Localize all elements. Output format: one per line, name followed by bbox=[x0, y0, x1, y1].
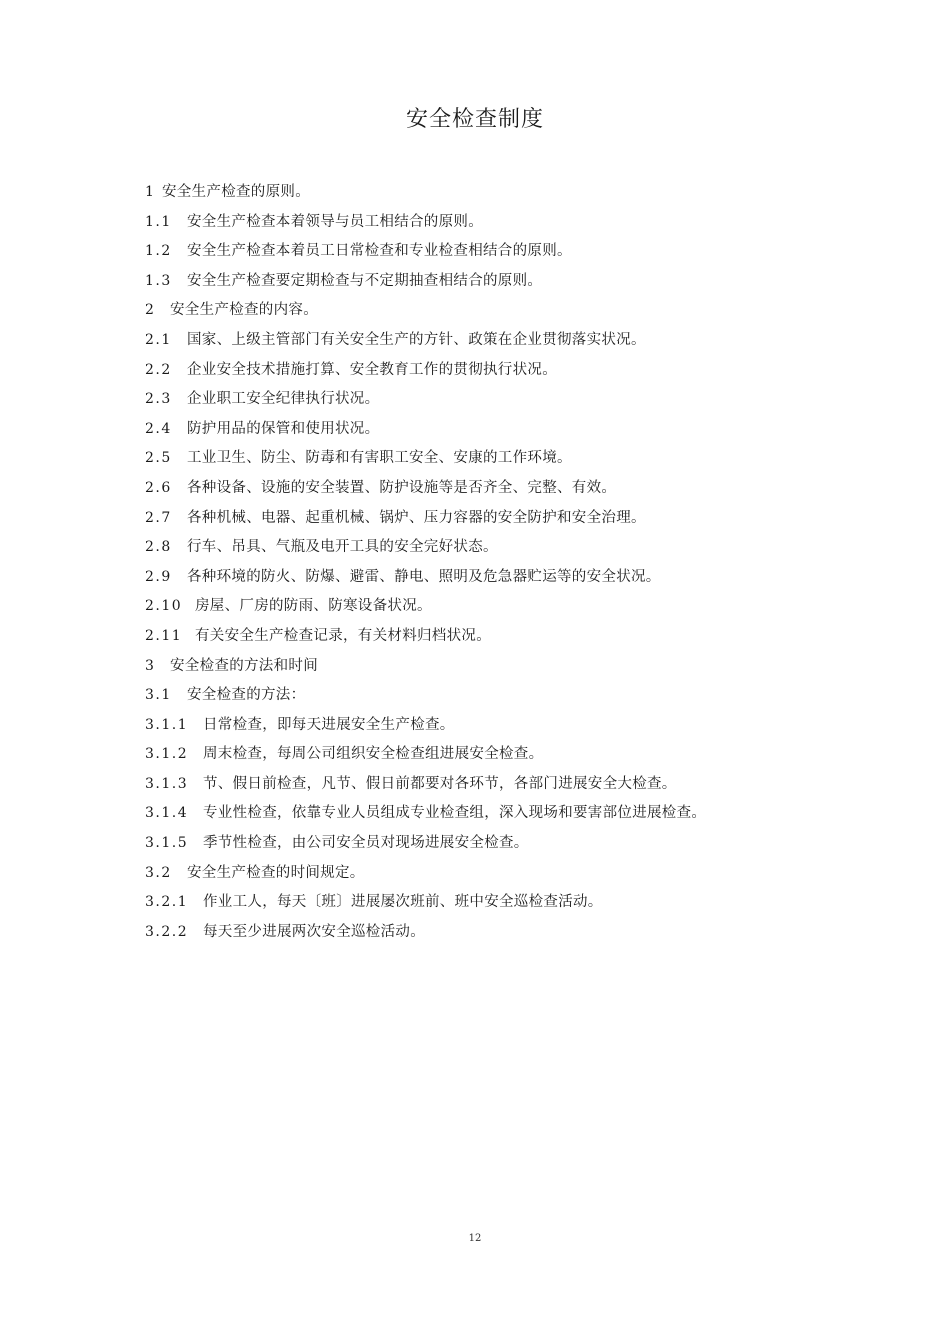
item-text: 国家、上级主管部门有关安全生产的方针、政策在企业贯彻落实状况。 bbox=[187, 331, 646, 348]
list-item bbox=[145, 563, 825, 593]
item-text: 周末检查，每周公司组织安全检查组进展安全检查。 bbox=[203, 746, 544, 763]
item-text: 各种设备、设施的安全装置、防护设施等是否齐全、完整、有效。 bbox=[187, 479, 617, 496]
list-item bbox=[145, 208, 825, 238]
item-number: 3.1.4 bbox=[145, 805, 189, 822]
item-number: 2.8 bbox=[145, 539, 172, 556]
item-text: 节、假日前检查，凡节、假日前都要对各环节，各部门进展安全大检查。 bbox=[203, 775, 677, 792]
item-text: 安全检查的方法： bbox=[187, 687, 306, 704]
section-heading bbox=[145, 178, 825, 208]
list-item bbox=[145, 356, 825, 386]
item-number: 3.2.1 bbox=[145, 894, 189, 911]
list-item bbox=[145, 415, 825, 445]
list-item bbox=[145, 918, 825, 948]
document-body bbox=[145, 178, 825, 947]
item-number: 3.2.2 bbox=[145, 923, 189, 940]
item-number: 2 bbox=[145, 302, 156, 319]
item-text: 安全检查的方法和时间 bbox=[170, 657, 318, 674]
list-item bbox=[145, 799, 825, 829]
item-number: 2.4 bbox=[145, 420, 172, 437]
item-number: 2.7 bbox=[145, 509, 172, 526]
item-number: 3.1.1 bbox=[145, 716, 189, 733]
item-number: 3.1.2 bbox=[145, 746, 189, 763]
list-item bbox=[145, 267, 825, 297]
list-item bbox=[145, 622, 825, 652]
list-item bbox=[145, 888, 825, 918]
item-text: 各种环境的防火、防爆、避雷、静电、照明及危急器贮运等的安全状况。 bbox=[187, 568, 661, 585]
item-text: 房屋、厂房的防雨、防寒设备状况。 bbox=[195, 598, 432, 615]
item-number: 3 bbox=[145, 657, 156, 674]
item-number: 2.10 bbox=[145, 598, 183, 615]
document-title: 安全检查制度 bbox=[405, 107, 544, 132]
item-text: 安全生产检查要定期检查与不定期抽查相结合的原则。 bbox=[187, 272, 543, 289]
list-item bbox=[145, 740, 825, 770]
list-item bbox=[145, 681, 825, 711]
item-text: 行车、吊具、气瓶及电开工具的安全完好状态。 bbox=[187, 539, 498, 556]
item-number: 2.9 bbox=[145, 568, 172, 585]
item-number: 2.2 bbox=[145, 361, 172, 378]
page-number: 12 bbox=[468, 1233, 482, 1244]
list-item bbox=[145, 533, 825, 563]
item-text: 安全生产检查的时间规定。 bbox=[187, 864, 365, 881]
item-number: 1.2 bbox=[145, 243, 172, 260]
item-text: 作业工人，每天〔班〕进展屡次班前、班中安全巡检查活动。 bbox=[203, 894, 603, 911]
item-text: 安全生产检查本着员工日常检查和专业检查相结合的原则。 bbox=[187, 243, 572, 260]
item-number: 3.1.3 bbox=[145, 775, 189, 792]
item-text: 安全生产检查的内容。 bbox=[170, 302, 318, 319]
item-number: 2.1 bbox=[145, 331, 172, 348]
item-text: 季节性检查，由公司安全员对现场进展安全检查。 bbox=[203, 835, 529, 852]
item-number: 1.3 bbox=[145, 272, 172, 289]
item-text: 专业性检查，依靠专业人员组成专业检查组，深入现场和要害部位进展检查。 bbox=[203, 805, 707, 822]
item-text: 日常检查，即每天进展安全生产检查。 bbox=[203, 716, 455, 733]
list-item bbox=[145, 385, 825, 415]
list-item bbox=[145, 859, 825, 889]
item-text: 安全生产检查本着领导与员工相结合的原则。 bbox=[187, 213, 483, 230]
item-text: 每天至少进展两次安全巡检活动。 bbox=[203, 923, 425, 940]
item-text: 防护用品的保管和使用状况。 bbox=[187, 420, 380, 437]
list-item bbox=[145, 829, 825, 859]
section-heading bbox=[145, 652, 825, 682]
list-item bbox=[145, 474, 825, 504]
item-number: 1 bbox=[145, 184, 156, 200]
item-number: 2.3 bbox=[145, 391, 172, 408]
section-heading bbox=[145, 296, 825, 326]
item-number: 2.6 bbox=[145, 479, 172, 496]
item-text: 企业安全技术措施打算、安全教育工作的贯彻执行状况。 bbox=[187, 361, 557, 378]
item-number: 3.1 bbox=[145, 687, 172, 704]
list-item bbox=[145, 592, 825, 622]
list-item bbox=[145, 504, 825, 534]
list-item bbox=[145, 326, 825, 356]
item-number: 3.2 bbox=[145, 864, 172, 881]
item-number: 3.1.5 bbox=[145, 835, 189, 852]
list-item bbox=[145, 444, 825, 474]
list-item bbox=[145, 770, 825, 800]
list-item bbox=[145, 711, 825, 741]
item-number: 1.1 bbox=[145, 213, 172, 230]
item-number: 2.11 bbox=[145, 627, 183, 644]
item-text: 工业卫生、防尘、防毒和有害职工安全、安康的工作环境。 bbox=[187, 450, 572, 467]
list-item bbox=[145, 237, 825, 267]
item-text: 企业职工安全纪律执行状况。 bbox=[187, 391, 380, 408]
item-text: 各种机械、电器、起重机械、锅炉、压力容器的安全防护和安全治理。 bbox=[187, 509, 646, 526]
item-text: 安全生产检查的原则。 bbox=[162, 184, 310, 200]
item-number: 2.5 bbox=[145, 450, 172, 467]
item-text: 有关安全生产检查记录，有关材料归档状况。 bbox=[195, 627, 491, 644]
